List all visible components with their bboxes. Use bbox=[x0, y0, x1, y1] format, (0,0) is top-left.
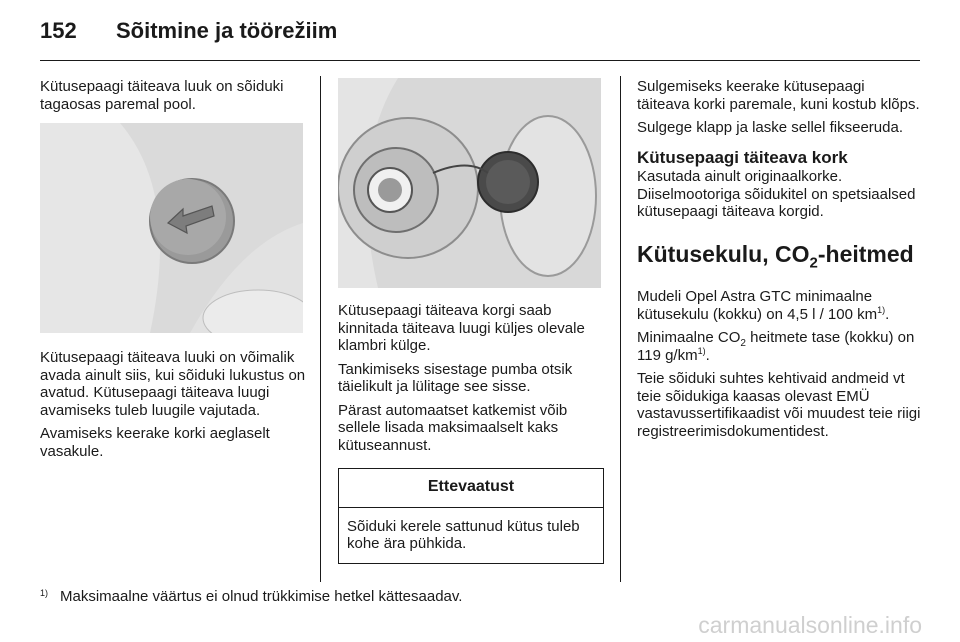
column-2 bbox=[338, 78, 604, 564]
section-title: Kütusekulu, $CO_2$-heitmed bbox=[637, 240, 914, 272]
col2-paragraph-3: Pärast automaatset katkemist võib sellele lisada maksimaalselt kaks kütuseannust. bbox=[338, 401, 568, 454]
column-divider-1 bbox=[320, 76, 321, 582]
caution-text: Sõiduki kerele sattunud kütus tuleb kohe ära pühkida. bbox=[347, 517, 580, 552]
footnote-text: Maksimaalne väärtus ei olnud trükkimise hetkel kättesaadav. bbox=[60, 588, 463, 605]
caution-box bbox=[338, 468, 604, 564]
caution-title: Ettevaatust bbox=[339, 469, 603, 508]
column-divider-2 bbox=[620, 76, 621, 582]
col3-paragraph-4: Mudeli Opel Astra GTC minimaalne kütusekulu (kokku) on 4,5 l / 100 $km^{1)}$. bbox=[637, 288, 890, 323]
page-number: 152 bbox=[40, 18, 77, 43]
col1-paragraph-2: Kütusepaagi täiteava luuki on võimalik avada ainult siis, kui sõiduki lukustus on avatud. Kütusepaagi täiteava luugi avamiseks tuleb luugile vajutada. bbox=[40, 349, 306, 419]
footnote-marker: 1) bbox=[40, 588, 49, 598]
col3-paragraph-1: Sulgemiseks keerake kütusepaagi täiteava korki paremale, kuni kostub klõps. bbox=[637, 78, 920, 113]
col3-paragraph-3: Kasutada ainult originaalkorke. Diiselmootoriga sõidukitel on spetsiaalsed kütusepaagi täiteava korgid. bbox=[637, 168, 916, 220]
column-3 bbox=[637, 78, 921, 446]
watermark: carmanualsonline.info bbox=[698, 612, 922, 638]
fuel-flap-illustration bbox=[40, 123, 303, 333]
column-1 bbox=[40, 78, 306, 466]
chapter-title: Sõitmine ja töörežiim bbox=[116, 18, 338, 43]
page-header bbox=[40, 18, 337, 50]
col2-paragraph-1: Kütusepaagi täiteava korgi saab kinnitada täiteava luugi küljes olevale klambri külge. bbox=[338, 302, 585, 354]
fuel-cap-illustration bbox=[338, 78, 601, 288]
col3-paragraph-5: Minimaalne $CO_2$ heitmete tase (kokku) on 119 $g/km^{1)}$. bbox=[637, 329, 915, 364]
col3-paragraph-2: Sulgege klapp ja laske sellel fikseeruda. bbox=[637, 119, 903, 136]
header-rule bbox=[40, 60, 920, 61]
col1-paragraph-3: Avamiseks keerake korki aeglaselt vasakule. bbox=[40, 425, 270, 460]
col2-paragraph-2: Tankimiseks sisestage pumba otsik täielikult ja lülitage see sisse. bbox=[338, 360, 573, 395]
footnote bbox=[40, 588, 462, 605]
col3-paragraph-6: Teie sõiduki suhtes kehtivaid andmeid vt teie sõidukiga kaasas olevast EMÜ vastavussertifikaadist või muudest teie riigi registreerimisdokumentidest. bbox=[637, 370, 921, 440]
col1-paragraph-1: Kütusepaagi täiteava luuk on sõiduki tagaosas paremal pool. bbox=[40, 78, 284, 113]
fuel-cap-subheading: Kütusepaagi täiteava kork bbox=[637, 147, 848, 167]
